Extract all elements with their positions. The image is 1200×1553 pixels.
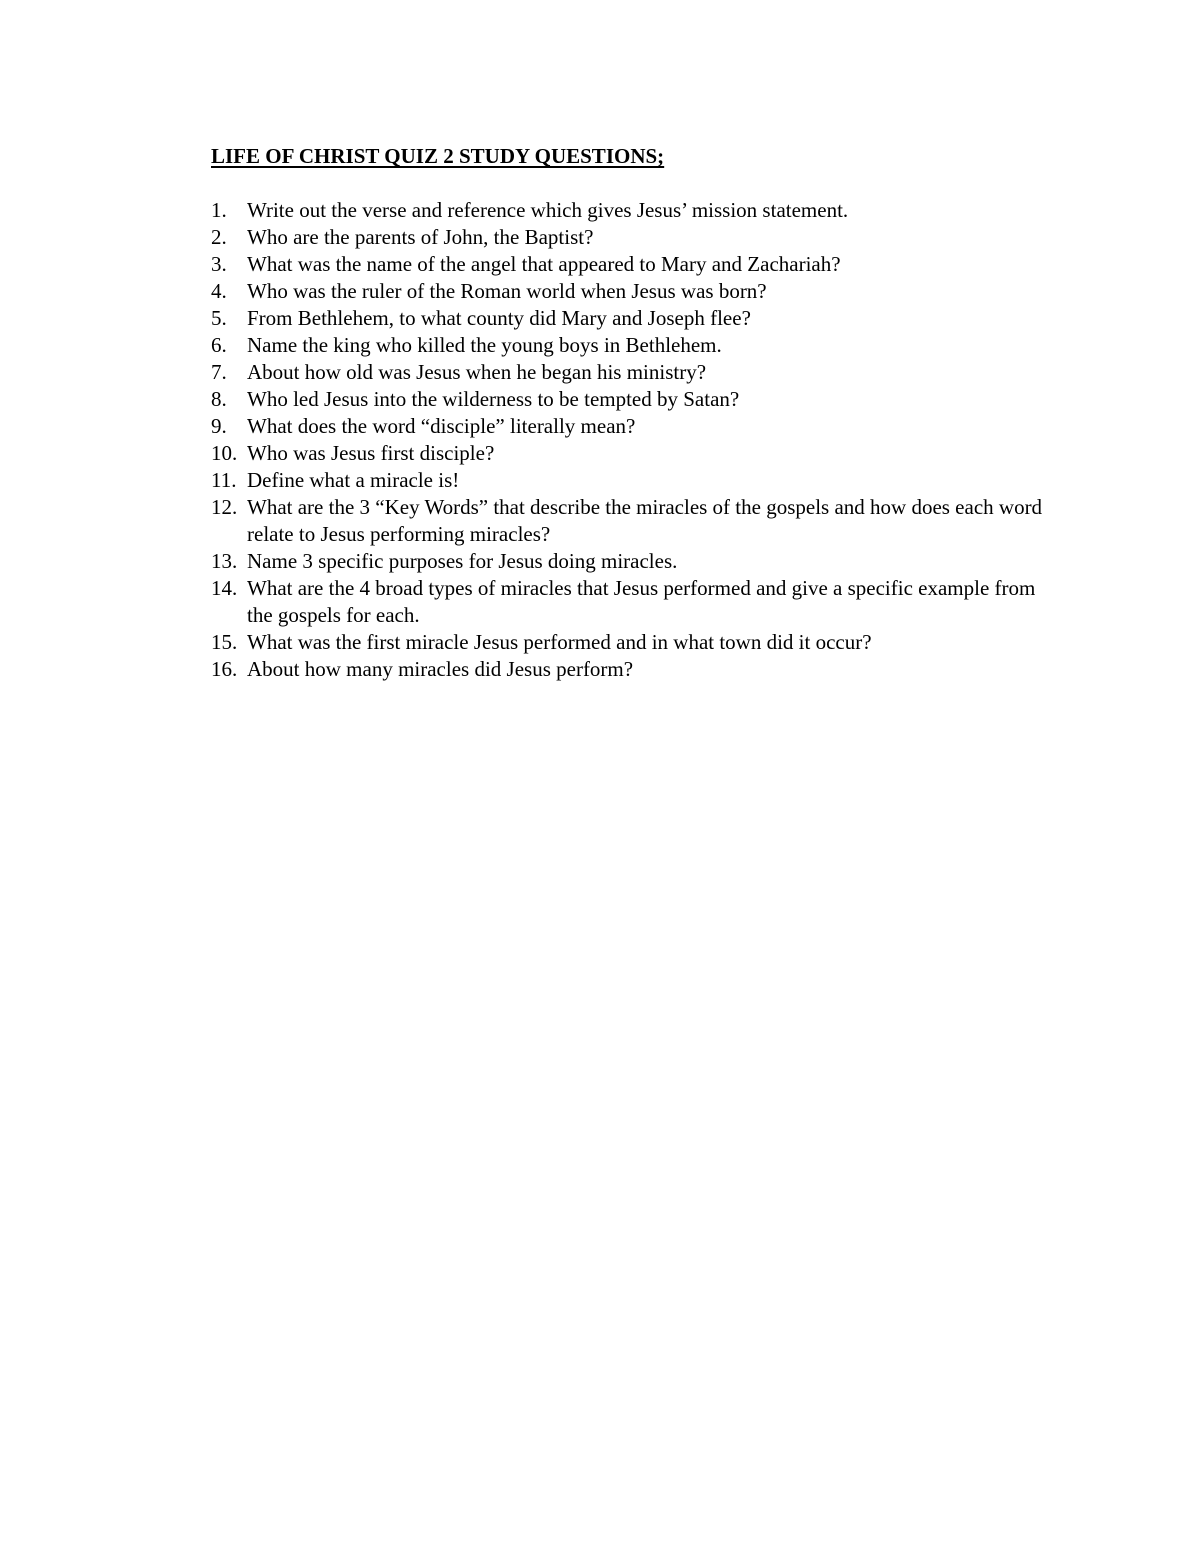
question-text: From Bethlehem, to what county did Mary and Joseph flee? [247,306,751,330]
question-number: 3. [211,252,227,276]
question-item [211,197,1071,224]
question-text: About how many miracles did Jesus perform? [247,657,634,681]
question-number: 9. [211,414,227,438]
question-number: 2. [211,225,227,249]
question-item [211,440,1071,467]
question-number: 15. [211,630,238,654]
question-item [211,332,1071,359]
question-item [211,548,1071,575]
question-item [211,386,1071,413]
question-text: Name 3 specific purposes for Jesus doing miracles. [247,549,678,573]
question-number: 12. [211,495,238,519]
question-text: What are the 4 broad types of miracles that Jesus performed and give a specific example from the gospels for each. [247,576,1036,627]
question-text: What are the 3 “Key Words” that describe the miracles of the gospels and how does each word relate to Jesus performing miracles? [247,495,1043,546]
question-item [211,413,1071,440]
question-text: Write out the verse and reference which gives Jesus’ mission statement. [247,198,849,222]
document-title: LIFE OF CHRIST QUIZ 2 STUDY QUESTIONS; [211,144,665,168]
question-text: What was the name of the angel that appeared to Mary and Zachariah? [247,252,841,276]
question-number: 14. [211,576,238,600]
question-number: 5. [211,306,227,330]
question-number: 16. [211,657,238,681]
question-number: 7. [211,360,227,384]
question-number: 6. [211,333,227,357]
question-item [211,305,1071,332]
question-item [211,251,1071,278]
question-number: 4. [211,279,227,303]
question-text: Who was Jesus first disciple? [247,441,495,465]
question-text: About how old was Jesus when he began his ministry? [247,360,707,384]
question-item [211,629,1071,656]
question-text: Who was the ruler of the Roman world when Jesus was born? [247,279,767,303]
question-text: Who are the parents of John, the Baptist? [247,225,594,249]
question-text: What does the word “disciple” literally mean? [247,414,636,438]
question-list [211,197,1071,683]
question-text: Who led Jesus into the wilderness to be tempted by Satan? [247,387,740,411]
question-number: 11. [211,468,237,492]
question-number: 10. [211,441,238,465]
question-item [211,467,1071,494]
question-text: Name the king who killed the young boys in Bethlehem. [247,333,722,357]
question-item [211,494,1071,548]
question-number: 8. [211,387,227,411]
question-item [211,224,1071,251]
question-number: 13. [211,549,238,573]
question-text: What was the first miracle Jesus performed and in what town did it occur? [247,630,872,654]
question-item [211,656,1071,683]
question-number: 1. [211,198,227,222]
question-text: Define what a miracle is! [247,468,460,492]
question-item [211,278,1071,305]
question-item [211,359,1071,386]
question-item [211,575,1071,629]
